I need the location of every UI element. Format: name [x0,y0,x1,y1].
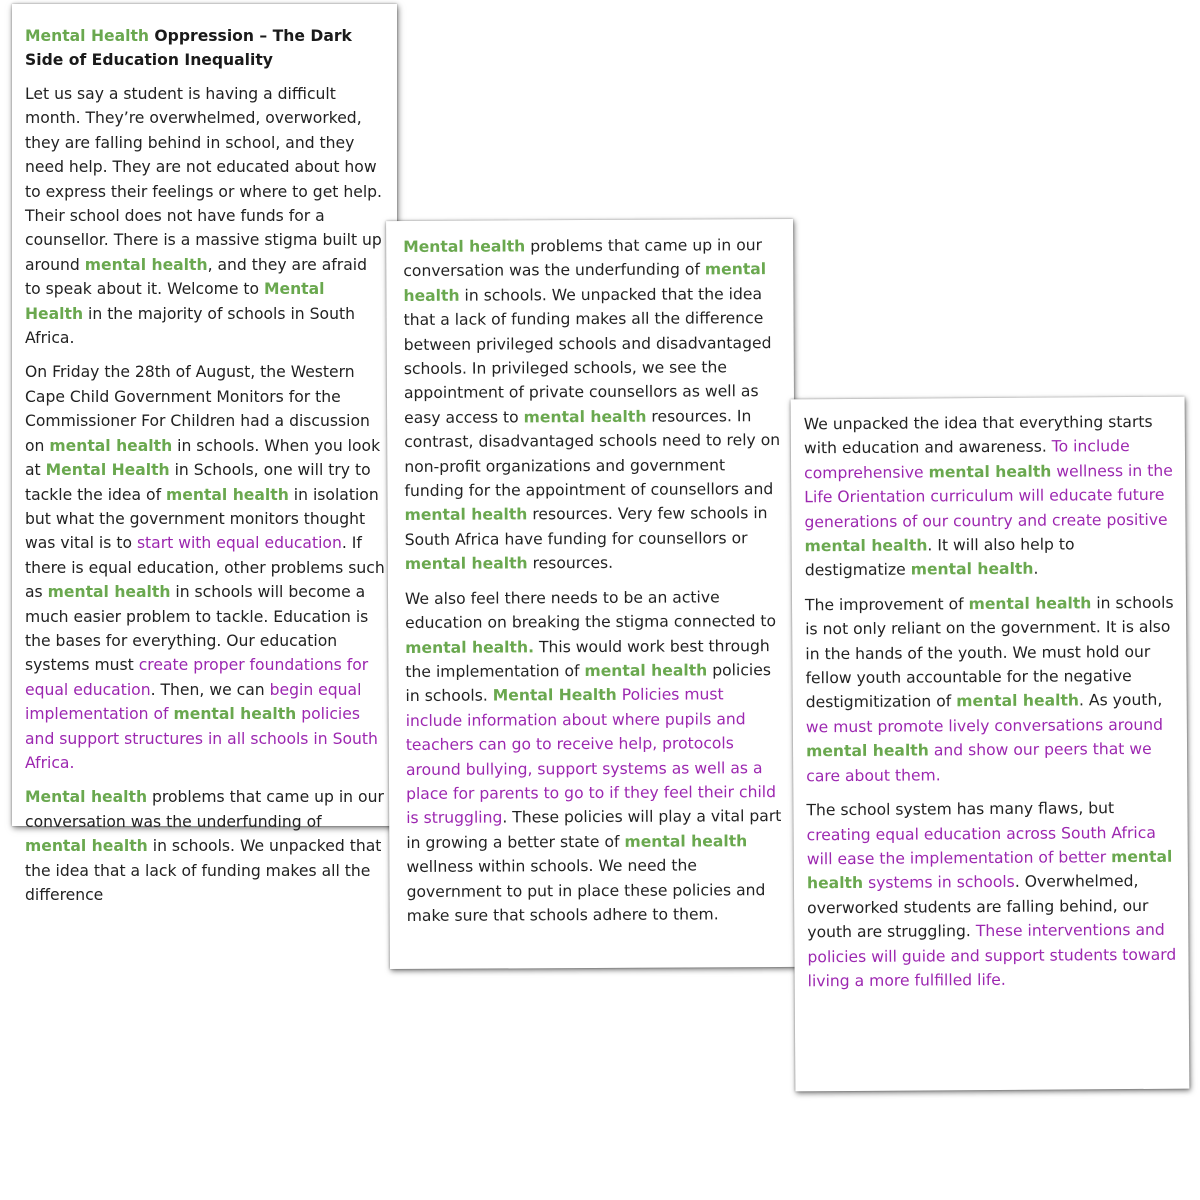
highlight-green-text: mental health [173,705,297,724]
title-seg: Mental Health [25,27,149,45]
highlight-green-text: mental health [806,847,1173,893]
body-text: in schools. When you look at [25,436,381,480]
body-text: , and they are afraid to speak about it. Welcome to [25,255,367,299]
highlight-green-text: mental health [624,831,748,851]
highlight-green-text: mental health [404,554,528,574]
highlight-purple-text: create proper foundations for equal education [25,656,369,699]
body-text: Let us say a student is having a difficult month. They’re overwhelmed, overworked, they are falling behind in school, and they need help. They are not educated about how to express their feelings or where to get help. Their school does not have funds for a counsellor. There is a massive stigma built up around [25,85,383,274]
highlight-green-text: mental health [25,837,148,856]
body-text: in schools. We unpacked that the idea that a lack of funding makes all the difference [25,837,382,904]
body-text: in the majority of schools in South Africa. [25,304,355,348]
body-text: . Overwhelmed, overworked students are falling behind, our youth are struggling. [807,872,1149,942]
document-page-3 [791,397,1190,1092]
paragraph [25,785,385,907]
body-text: in schools is not only reliant on the government. It is also in the hands of the youth. We must hold our fellow youth accountable for the negative destigmitization of [805,593,1174,712]
title-seg: Oppression – The Dark Side of Education Inequality [25,27,352,69]
paragraph [403,233,781,577]
body-text: wellness within schools. We need the government to put in place these policies and make sure that schools adhere to them. [406,856,766,925]
highlight-green-text: mental health [584,661,708,680]
body-text: . If there is equal education, other problems such as [25,534,385,602]
body-text: The improvement of [804,594,969,615]
highlight-purple-text: wellness in the Life Orientation curriculum will educate future generations of our country and create positive [804,461,1173,531]
highlight-purple-text: we must promote lively conversations around [805,715,1164,737]
highlight-green-text: mental health [47,583,171,602]
highlight-green-text: mental health [404,505,528,525]
article-title [25,24,385,72]
body-text: On Friday the 28th of August, the Western Cape Child Government Monitors for the Commissioner For Children had a discussion on [25,363,370,455]
highlight-purple-text: creating equal education across South Africa will ease the implementation of better [806,823,1156,869]
highlight-green-text: mental health. [405,637,535,657]
highlight-green-text: mental health [804,536,928,556]
body-text: resources. In contrast, disadvantaged schools need to rely on non-profit organizations and government funding for the appointment of counsellors and [404,407,781,501]
highlight-green-text: mental health [956,691,1080,711]
highlight-purple-text: These interventions and policies will guide and support students toward living a more fulfilled life. [807,920,1177,991]
body-text: We unpacked the idea that everything starts with education and awareness. [803,412,1153,458]
highlight-green-text: mental health [49,436,173,455]
paragraph [804,410,1174,583]
body-text: policies in schools. [405,660,771,706]
highlight-purple-text: begin equal implementation of [25,680,362,724]
highlight-green-text: mental health [403,260,767,305]
highlight-green-text: mental health [84,255,208,274]
body-text: We also feel there needs to be an active education on breaking the stigma connected to [404,588,777,633]
body-text: problems that came up in our conversation was the underfunding of [403,236,763,281]
highlight-green-text: Mental Health [25,280,325,323]
body-text: . It will also help to destigmatize [804,535,1075,580]
highlight-green-text: Mental health [25,788,148,807]
highlight-green-text: mental health [968,594,1092,613]
highlight-green-text: mental health [928,462,1052,482]
highlight-purple-text: systems in schools [863,873,1015,893]
highlight-green-text: Mental Health [492,686,617,705]
highlight-green-text: mental health [523,407,647,427]
body-text: in schools will become a much easier problem to tackle. Education is the bases for everything. Our education systems must [25,583,369,675]
document-page-1 [12,4,397,904]
body-text: resources. Very few schools in South Africa have funding for counsellors or [404,504,768,549]
body-text: . [1033,560,1039,579]
paragraph [25,360,385,775]
highlight-green-text: Mental Health [45,461,170,480]
highlight-purple-text: Policies must include information about where pupils and teachers can go to receive help, protocols around bullying, support systems as well as a place for parents to go to if they feel their child is struggling [405,685,777,828]
body-text: in Schools, one will try to tackle the idea of [25,461,371,504]
paragraph [805,591,1175,789]
body-text: This would work best through the implementation of [405,636,770,681]
highlight-green-text: mental health [805,741,929,761]
body-text: The school system has many flaws, but [806,799,1115,820]
body-text: . Then, we can [150,680,270,699]
body-text: . These policies will play a vital part in growing a better state of [406,807,782,852]
highlight-purple-text: start with equal education [136,534,342,553]
document-page-2 [386,219,797,969]
highlight-green-text: mental health [166,485,289,504]
highlight-purple-text: To include comprehensive [804,437,1130,483]
body-text: in isolation but what the government monitors thought was vital is to [25,485,379,553]
highlight-purple-text: and show our peers that we care about them. [806,740,1152,785]
body-text: . As youth, [1078,691,1163,710]
highlight-green-text: Mental health [403,237,526,256]
body-text: problems that came up in our conversation was the underfunding of [25,788,384,831]
paragraph [405,585,783,929]
highlight-purple-text: policies and support structures in all schools in South Africa. [25,705,378,772]
paragraph [806,796,1176,994]
body-text: resources. [527,554,614,573]
body-text: in schools. We unpacked that the idea that a lack of funding makes all the difference between privileged schools and disadvantaged schools. In privileged schools, we see the appointment of private counsellors as well as easy access to [403,284,772,427]
paragraph [25,82,385,350]
highlight-green-text: mental health [910,560,1034,579]
